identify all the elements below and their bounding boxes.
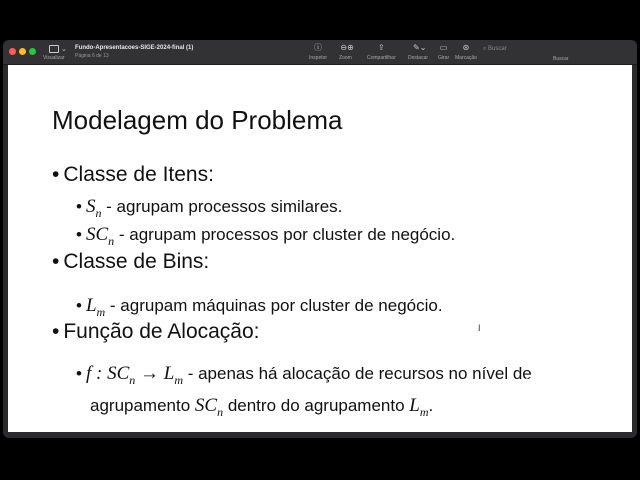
math-sub: m [96, 304, 106, 319]
highlight-button[interactable] [408, 43, 428, 63]
bullet-text: agrupamento [90, 396, 195, 415]
math-var: S [85, 196, 96, 217]
markup-button[interactable] [455, 43, 477, 63]
sub-bullet-lm [76, 295, 443, 320]
math-symbol [409, 395, 429, 419]
bullet-marker: • [76, 364, 82, 383]
bullet-text: - agrupam processos similares. [101, 197, 343, 216]
math-var: L [409, 395, 420, 416]
bullet-marker: • [76, 296, 82, 315]
sub-bullet-scn [76, 224, 455, 249]
bullet-text: - agrupam processos por cluster de negócio. [114, 225, 456, 244]
math-var: f [85, 363, 92, 384]
bullet-text: Função de Alocação: [63, 320, 260, 343]
bullet-marker: • [76, 197, 82, 216]
inspector-button[interactable] [309, 43, 327, 63]
minimize-window-button[interactable] [19, 48, 26, 55]
highlight-icon: ✎⌄ [413, 43, 427, 52]
share-icon: ⇪ [377, 43, 385, 52]
page-indicator: Página 6 de 13 [75, 53, 109, 59]
bullet-item-classes [52, 163, 214, 187]
math-sub: n [129, 372, 136, 387]
zoom-label: Zoom [339, 55, 352, 61]
zoom-icon: ⊖⊕ [340, 43, 354, 52]
math-symbol [85, 224, 115, 248]
sub-bullet-sn [76, 196, 342, 221]
zoom-window-button[interactable] [29, 48, 36, 55]
bullet-text: . [428, 396, 434, 415]
math-var: L [163, 363, 175, 384]
search-icon: ⌕ [483, 46, 487, 52]
slide-title: Modelagem do Problema [52, 105, 343, 135]
bullet-text: dentro do agrupamento [223, 396, 410, 415]
sidebar-icon [49, 45, 59, 53]
document-title: Fundo-Apresentacoes-SIGE-2024-final (1) [75, 45, 194, 51]
math-sub: n [95, 205, 102, 220]
sidebar-label: Visualizar [43, 55, 65, 61]
sidebar-toggle-button[interactable]: ⌄ [49, 45, 67, 55]
inspector-label: Inspetor [309, 55, 328, 61]
math-var: L [85, 295, 97, 316]
bullet-marker: • [52, 320, 60, 343]
text-cursor-icon: I [478, 323, 481, 333]
rotate-button[interactable] [438, 43, 449, 63]
sub-bullet-function-line2 [90, 395, 433, 420]
math-var: SC [194, 395, 218, 416]
math-sub: m [419, 404, 429, 419]
bullet-marker: • [52, 250, 60, 273]
math-var: SC [107, 363, 130, 384]
bullet-text: - agrupam máquinas por cluster de negócio. [105, 296, 443, 315]
math-op: → [135, 363, 164, 384]
info-icon: ⓘ [314, 43, 323, 52]
bullet-marker: • [52, 163, 60, 186]
bullet-text: Classe de Bins: [63, 250, 210, 273]
toolbar [3, 40, 637, 65]
bullet-text: - apenas há alocação de recursos no nível de [183, 364, 532, 383]
share-button[interactable] [367, 43, 396, 63]
markup-label: Marcação [455, 55, 477, 61]
close-window-button[interactable] [9, 48, 16, 55]
bullet-item-function [52, 320, 260, 344]
search-input[interactable] [483, 44, 603, 54]
search-placeholder: Buscar [488, 46, 507, 52]
math-op: : [91, 363, 108, 384]
search-label: Buscar [553, 56, 569, 62]
highlight-label: Destacar [408, 55, 429, 61]
recorder-logo-icon [525, 376, 537, 388]
bullet-item-bins [52, 250, 209, 274]
math-symbol [85, 295, 106, 319]
rotate-label: Girar [438, 55, 450, 61]
bullet-marker: • [76, 225, 82, 244]
sub-bullet-function-line1 [76, 363, 532, 388]
math-expression [85, 363, 183, 387]
math-sub: n [108, 233, 115, 248]
zoom-button[interactable] [339, 43, 352, 63]
math-symbol [85, 196, 102, 220]
math-sub: n [217, 404, 224, 419]
watermark-text: EU RECORDER MAC [540, 376, 630, 387]
math-var: SC [85, 224, 109, 245]
math-symbol [194, 395, 224, 419]
share-label: Compartilhar [367, 55, 396, 61]
rotate-icon: ▭ [439, 43, 448, 52]
bullet-text: Classe de Itens: [63, 163, 214, 186]
markup-icon: ⊛ [462, 43, 470, 52]
math-sub: m [174, 372, 183, 387]
recorder-watermark [525, 376, 630, 388]
